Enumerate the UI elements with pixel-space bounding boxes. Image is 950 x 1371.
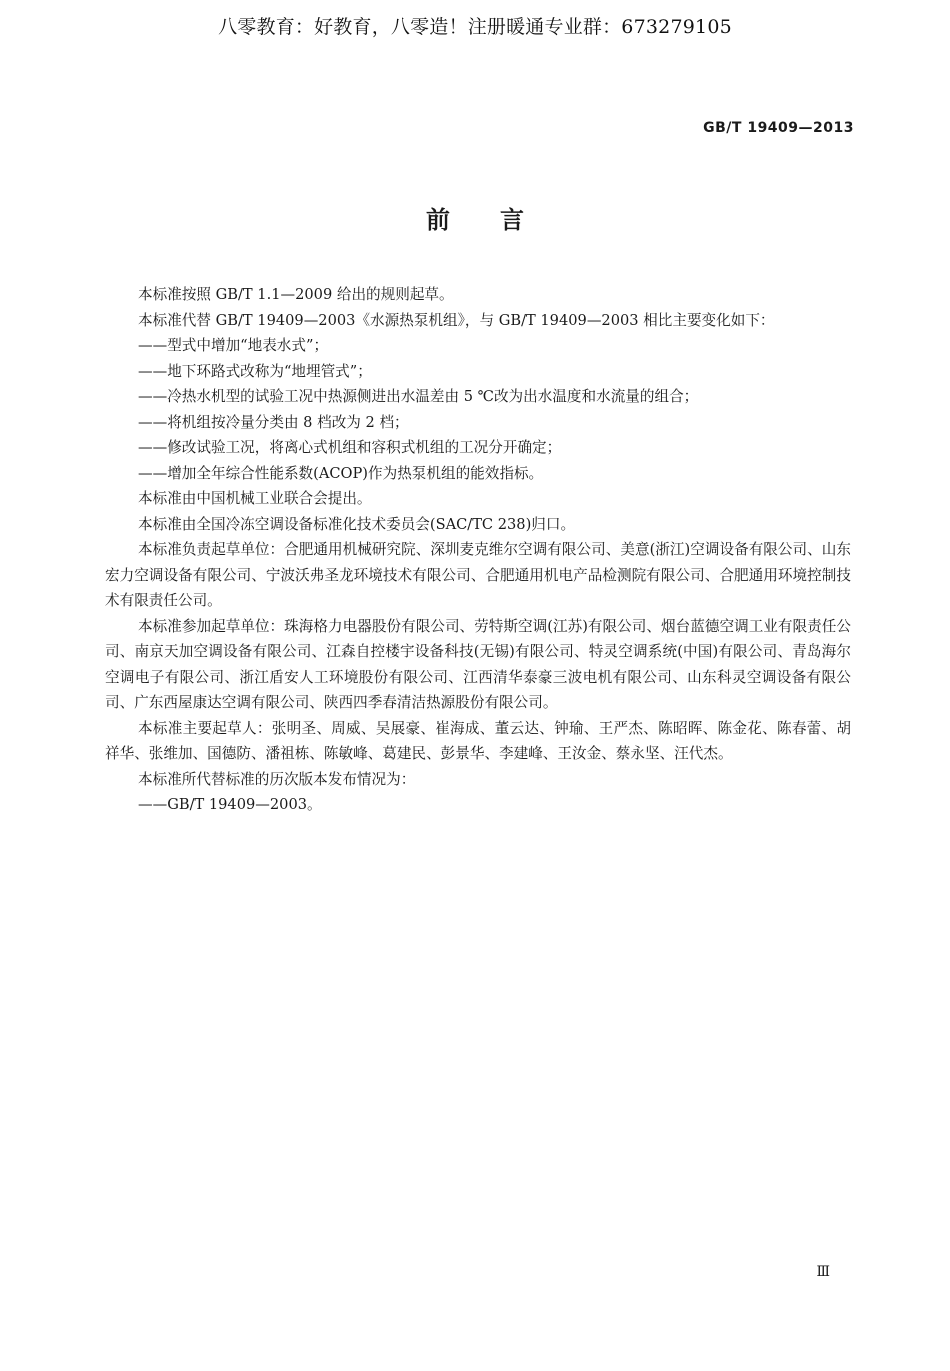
paragraph-participating-drafters: 本标准参加起草单位：珠海格力电器股份有限公司、劳特斯空调(江苏)有限公司、烟台蓝德空调工业有限责任公司、南京天加空调设备有限公司、江森自控楼宇设备科技(无锡)有限公司、特灵空调系统(中国)有限公司、青岛海尔空调电子有限公司、浙江盾安人工环境股份有限公司、江西清华泰豪三波电机有限公司、山东科灵空调设备有限公司、广东西屋康达空调有限公司、陕西四季春清洁热源股份有限公司。	[105, 617, 851, 711]
standard-number: GB/T 19409—2013	[703, 120, 854, 136]
change-item: ——冷热水机型的试验工况中热源侧进出水温差由 5 ℃改为出水温度和水流量的组合；	[138, 388, 699, 405]
watermark-banner: 八零教育：好教育，八零造！注册暖通专业群：673279105	[218, 16, 732, 38]
change-item: ——型式中增加“地表水式”；	[138, 337, 329, 354]
paragraph-lead-drafters: 本标准负责起草单位：合肥通用机械研究院、深圳麦克维尔空调有限公司、美意(浙江)空调设备有限公司、山东宏力空调设备有限公司、宁波沃弗圣龙环境技术有限公司、合肥通用机电产品检测院有限公司、合肥通用环境控制技术有限责任公司。	[105, 541, 851, 609]
change-item: ——增加全年综合性能系数(ACOP)作为热泵机组的能效指标。	[138, 464, 544, 482]
paragraph-replacement: 本标准代替 GB/T 19409—2003《水源热泵机组》，与 GB/T 19409—2003 相比主要变化如下：	[138, 311, 775, 329]
history-item: ——GB/T 19409—2003。	[138, 796, 322, 813]
paragraph-drafting-rules: 本标准按照 GB/T 1.1—2009 给出的规则起草。	[138, 286, 454, 303]
paragraph-history: 本标准所代替标准的历次版本发布情况为：	[138, 770, 416, 788]
change-item: ——地下环路式改称为“地埋管式”；	[138, 362, 372, 380]
change-item: ——将机组按冷量分类由 8 档改为 2 档；	[138, 413, 409, 431]
paragraph-main-drafters: 本标准主要起草人：张明圣、周威、吴展豪、崔海成、董云达、钟瑜、王严杰、陈昭晖、陈金花、陈春蕾、胡祥华、张维加、国德防、潘祖栋、陈敏峰、葛建民、彭景华、李建峰、王汝金、蔡永坚、汪代杰。	[105, 719, 851, 762]
document-body	[105, 282, 851, 818]
paragraph-management: 本标准由全国冷冻空调设备标准化技术委员会(SAC/TC 238)归口。	[138, 515, 576, 533]
change-item: ——修改试验工况，将离心式机组和容积式机组的工况分开确定；	[138, 439, 562, 456]
page-title: 前言	[426, 205, 574, 234]
paragraph-proposer: 本标准由中国机械工业联合会提出。	[138, 490, 372, 507]
page-number: Ⅲ	[816, 1264, 830, 1280]
